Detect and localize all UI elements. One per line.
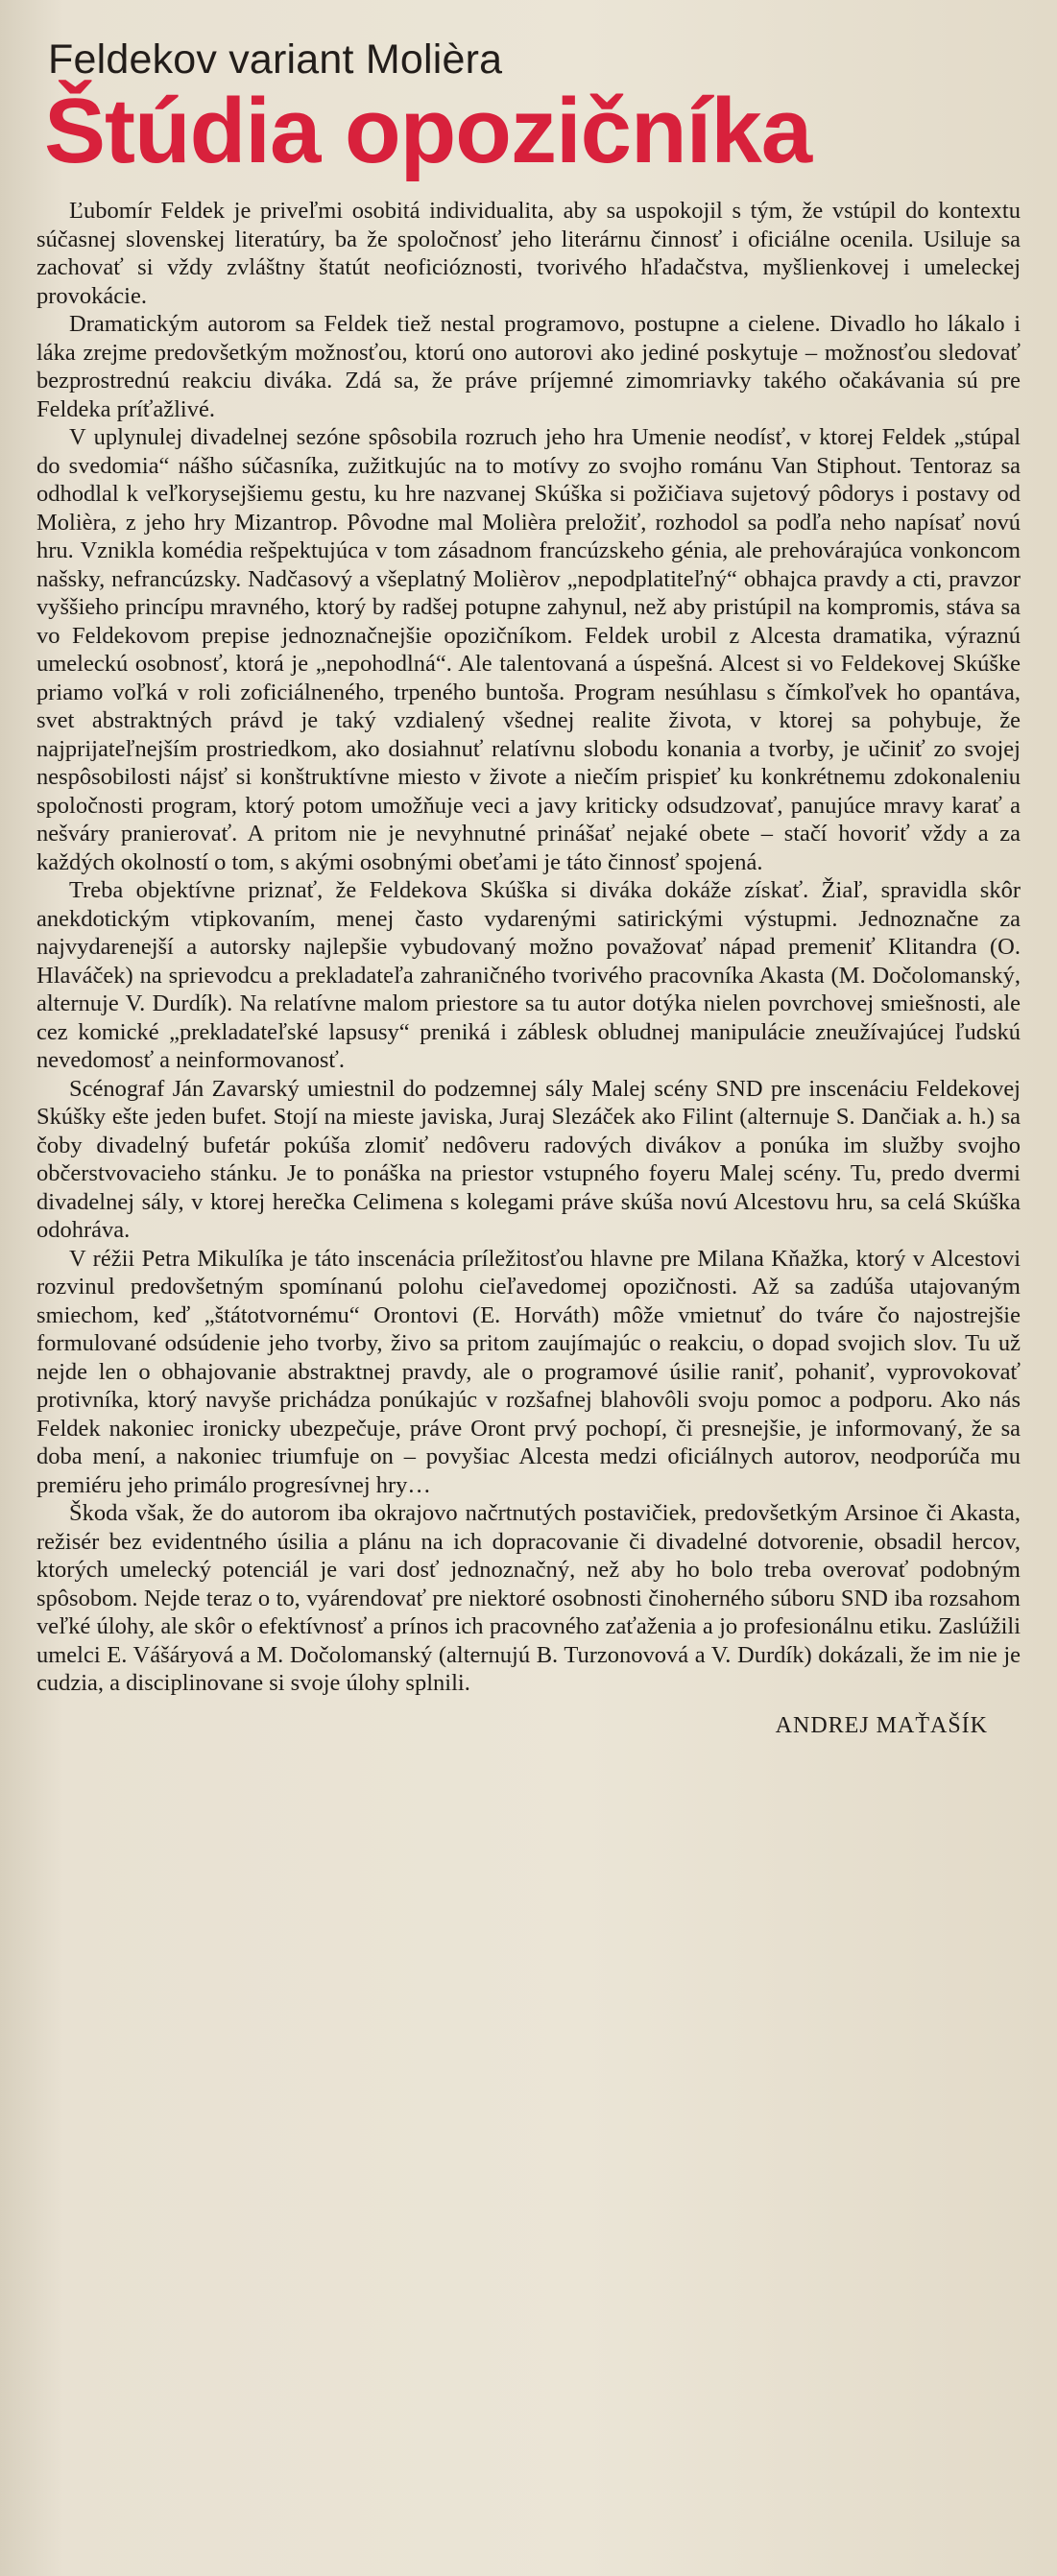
article-headline: Štúdia opozičníka: [44, 80, 812, 182]
article-paragraph: Ľubomír Feldek je priveľmi osobitá individualita, aby sa uspokojil s tým, že vstúpil do kontextu súčasnej slovenskej literatúry, ba že spoločnosť jeho literárnu činnosť i oficiálne ocenila. Usiluje sa zachovať si vždy zvláštny štatút neoficióznosti, tvorivého hľadačstva, myšlienkovej i umeleckej provokácie.: [36, 198, 1021, 309]
article-paragraph: V réžii Petra Mikulíka je táto inscenácia príležitosťou hlavne pre Milana Kňažka, ktorý v Alcestovi rozvinul predovšetným spomínanú polohu cieľavedomej opozičnosti. Až sa zadúša utajovaným smiechom, keď „štátotvornému“ Orontovi (E. Horváth) môže vmietnuť do tváre čo najostrejšie formulované odsúdenie jeho tvorby, živo sa pritom zaujímajúc o reakciu, o dopad svojich slov. Tu už nejde len o obhajovanie abstraktnej pravdy, ale o programové úsilie raniť, pohaniť, vyprovokovať protivníka, ktorý navyše prichádza ponúkajúc v rozšafnej blahovôli svoju pomoc a podporu. Ako nás Feldek nakoniec ironicky ubezpečuje, práve Oront prvý pochopí, či presnejšie, je informovaný, že sa doba mení, a nakoniec triumfuje on – povyšiac Alcesta medzi oficiálnych autorov, neodporúča mu premiéru jeho primálo progresívnej hry…: [36, 1245, 1021, 1498]
article-body: [36, 197, 1021, 1698]
article-author: ANDREJ MAŤAŠÍK: [775, 1712, 988, 1738]
article-paragraph: Škoda však, že do autorom iba okrajovo načrtnutých postavičiek, predovšetkým Arsinoe či Akasta, režisér bez evidentného úsilia a plánu na ich dopracovanie či divadelné dotvorenie, obsadil hercov, ktorých umelecký potenciál je vari dosť jednoznačný, než aby ho bolo treba overovať podobným spôsobom. Nejde teraz o to, vyárendovať pre niektoré osobnosti činoherného súboru SND iba rozsahom veľké úlohy, ale skôr o efektívnosť a prínos ich pracovného zaťaženia a jo profesionálnu etiku. Zaslúžili umelci E. Vášáryová a M. Dočolomanský (alternujú B. Turzonovová a V. Durdík) dokázali, že im nie je cudzia, a disciplinovane si svoje úlohy splnili.: [36, 1500, 1021, 1696]
article-paragraph: Treba objektívne priznať, že Feldekova Skúška si diváka dokáže získať. Žiaľ, spravidla skôr anekdotickým vtipkovaním, menej často vydarenými satirickými výstupmi. Jednoznačne za najvydarenejší a autorsky najlepšie vybudovaný možno považovať nápad premeniť Klitandra (O. Hlaváček) na sprievodcu a prekladateľa zahraničného tvorivého pracovníka Akasta (M. Dočolomanský, alternuje V. Durdík). Na relatívne malom priestore sa tu autor dotýka nielen povrchovej smiešnosti, ale cez komické „prekladateľské lapsusy“ preniká i záblesk obludnej manipulácie zneužívajúcej ľudskú nevedomosť a neinformovanosť.: [36, 877, 1021, 1073]
article-paragraph: Scénograf Ján Zavarský umiestnil do podzemnej sály Malej scény SND pre inscenáciu Feldekovej Skúšky ešte jeden bufet. Stojí na mieste javiska, Juraj Slezáček ako Filint (alternuje S. Dančiak a. h.) sa čoby divadelný bufetár pokúša zlomiť nedôveru radových divákov a ponúka im služby svojho občerstvovacieho stánku. Je to ponáška na priestor vstupného foyeru Malej scény. Tu, predo dvermi divadelnej sály, v ktorej herečka Celimena s kolegami práve skúša novú Alcestovu hru, sa celá Skúška odohráva.: [36, 1075, 1021, 1243]
article-paragraph: Dramatickým autorom sa Feldek tiež nestal programovo, postupne a cielene. Divadlo ho lákalo i láka zrejme predovšetkým možnosťou, ktorú ono autorovi ako jediné poskytuje – možnosťou sledovať bezprostrednú reakciu diváka. Zdá sa, že práve príjemné zimomriavky takého očakávania sú pre Feldeka príťažlivé.: [36, 311, 1021, 422]
article-kicker: Feldekov variant Molièra: [48, 36, 503, 83]
article-paragraph: V uplynulej divadelnej sezóne spôsobila rozruch jeho hra Umenie neodísť, v ktorej Feldek „stúpal do svedomia“ nášho súčasníka, zužitkujúc na to motívy zo svojho románu Van Stiphout. Tentoraz sa odhodlal k veľkorysejšiemu gestu, ku hre nazvanej Skúška si požičiava sujetový pôdorys i postavy od Molièra, z jeho hry Mizantrop. Pôvodne mal Molièra preložiť, rozhodol sa podľa neho napísať novú hru. Vznikla komédia rešpektujúca v tom zásadnom francúzskeho génia, ale prehovárajúca vonkoncom našsky, nefrancúzsky. Nadčasový a všeplatný Molièrov „nepodplatiteľný“ obhajca pravdy a cti, pravzor vyššieho princípu mravného, ktorý by radšej potupne zahynul, než aby pristúpil na kompromis, stáva sa vo Feldekovom prepise jednoznačnejšie opozičníkom. Feldek urobil z Alcesta dramatika, výraznú umeleckú osobnosť, ktorá je „nepohodlná“. Ale talentovaná a úspešná. Alcest si vo Feldekovej Skúške priamo voľká v roli zoficiálneného, trpeného buntoša. Program nesúhlasu s čímkoľvek ho opantáva, svet abstraktných právd je taký vzdialený všednej realite života, v ktorej sa pohybuje, že najprijateľnejším prostriedkom, ako dosiahnuť relatívnu slobodu konania a tvorby, je učiniť zo svojej nespôsobilosti nájsť si konštruktívne miesto v živote a niečím prispieť ku konkrétnemu zdokonaleniu spoločnosti program, ktorý potom umožňuje veci a javy kriticky odsudzovať, panujúce mravy karať a nešváry pranierovať. A pritom nie je nevyhnutné prinášať nejaké obete – stačí hovoriť vždy a za každých okolností o tom, s akými osobnými obeťami je táto činnosť spojená.: [36, 424, 1021, 875]
